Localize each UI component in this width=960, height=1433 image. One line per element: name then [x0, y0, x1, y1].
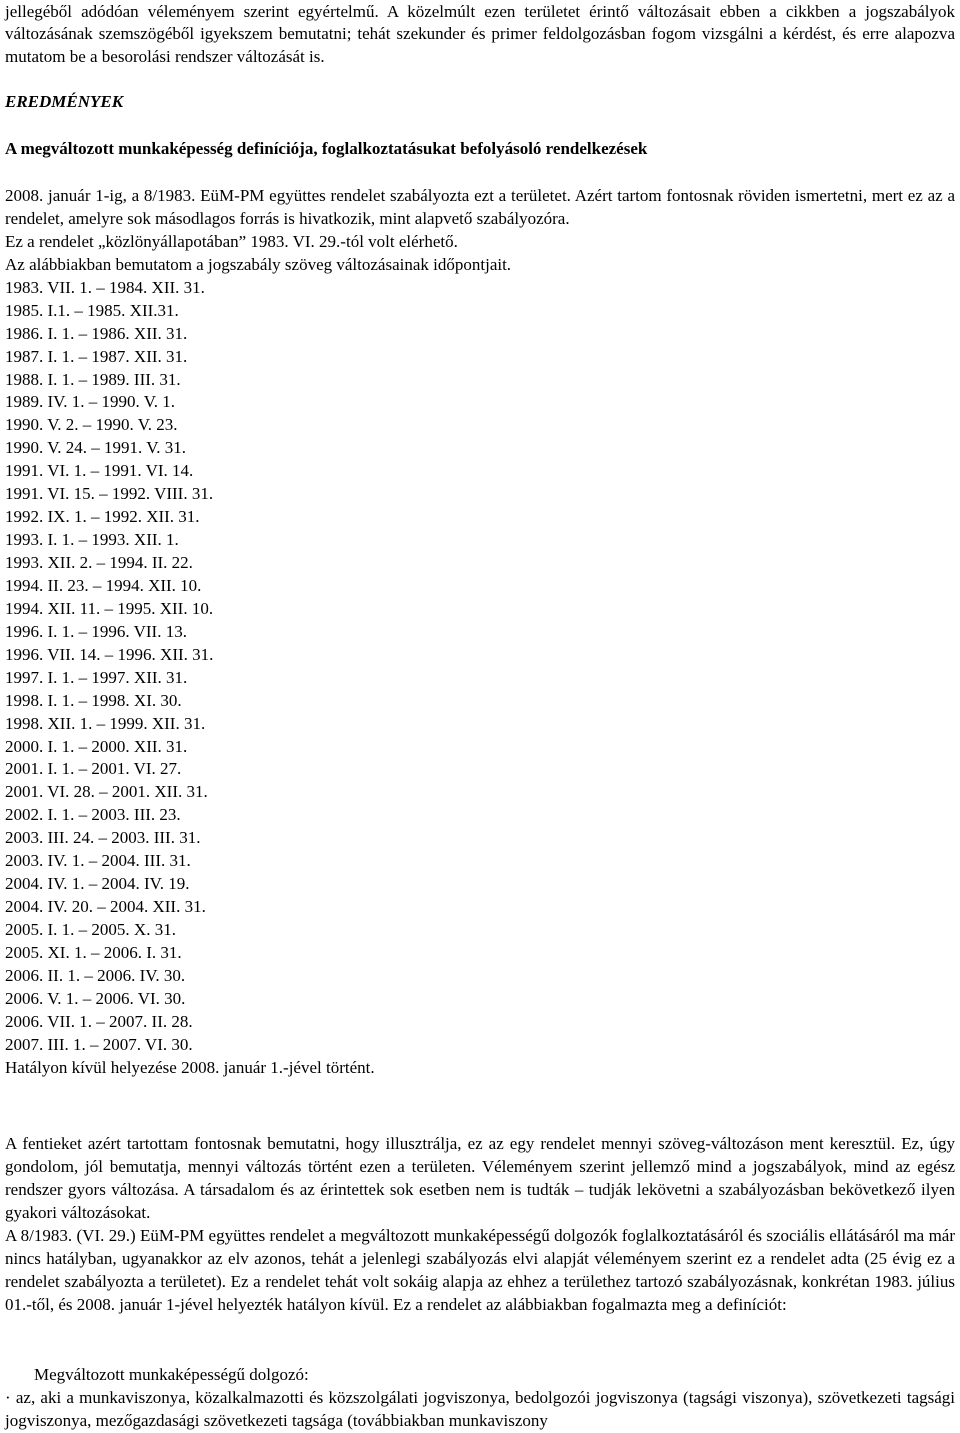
date-range-item: 1992. IX. 1. – 1992. XII. 31.: [5, 507, 200, 527]
date-range-item: 1986. I. 1. – 1986. XII. 31.: [5, 323, 188, 343]
gazette-line: Ez a rendelet „közlönyállapotában” 1983. VI. 29.-tól volt elérhető.: [5, 231, 458, 251]
section-paragraph: 2008. január 1-ig, a 8/1983. EüM-PM együttes rendelet szabályozta ezt a területet. Azért tartom fontosnak röviden ismertetni, mert ez az a rendelet, amelyre sok másodlagos forrás is hivatkozik, mint alapvető szabályozóra.: [5, 186, 955, 228]
closing-section: [5, 1133, 955, 1317]
date-range-item: 2006. II. 1. – 2006. IV. 30.: [5, 965, 186, 985]
closing-paragraph-2: A 8/1983. (VI. 29.) EüM-PM együttes rendelet a megváltozott munkaképességű dolgozók foglalkoztatásáról és szociális ellátásáról ma már nincs hatályban, ugyanakkor az elv azonos, tehát a jelenlegi szabályozás elvi alapját véleményem szerint ez a rendelet adta (25 évig ez a rendelet szabályozta a területet). Ez a rendelet tehát volt sokáig alapja az ehhez a területhez tartozó szabályozásnak, konkrétan 1983. július 01.-től, és 2008. január 1-jével helyezték hatályon kívül. Ez a rendelet az alábbiakban fogalmazta meg a definíciót:: [5, 1225, 955, 1314]
document-page: [5, 0, 955, 1430]
date-range-item: 1998. XII. 1. – 1999. XII. 31.: [5, 713, 206, 733]
date-range-item: 1988. I. 1. – 1989. III. 31.: [5, 369, 181, 389]
date-range-item: 1983. VII. 1. – 1984. XII. 31.: [5, 277, 205, 297]
date-range-item: 1990. V. 2. – 1990. V. 23.: [5, 415, 178, 435]
date-range-item: 1993. I. 1. – 1993. XII. 1.: [5, 530, 179, 550]
section-subheading: A megváltozott munkaképesség definíciója, foglalkoztatásukat befolyásoló rendelkezések: [5, 139, 648, 158]
date-range-item: 2004. IV. 20. – 2004. XII. 31.: [5, 897, 206, 917]
date-range-item: 1993. XII. 2. – 1994. II. 22.: [5, 553, 193, 573]
results-heading: EREDMÉNYEK: [5, 92, 124, 111]
date-range-item: 1994. XII. 11. – 1995. XII. 10.: [5, 598, 214, 618]
date-range-item: 2001. VI. 28. – 2001. XII. 31.: [5, 782, 208, 802]
date-range-item: 1997. I. 1. – 1997. XII. 31.: [5, 667, 188, 687]
date-range-item: 1996. VII. 14. – 1996. XII. 31.: [5, 644, 214, 664]
section-body: [5, 185, 955, 1080]
amendment-date-list: [5, 277, 955, 1057]
date-range-item: 2005. I. 1. – 2005. X. 31.: [5, 920, 176, 940]
date-range-item: 1987. I. 1. – 1987. XII. 31.: [5, 346, 188, 366]
date-range-item: 2001. I. 1. – 2001. VI. 27.: [5, 759, 182, 779]
date-range-item: 1990. V. 24. – 1991. V. 31.: [5, 438, 187, 458]
intro-paragraph: jellegéből adódóan véleményem szerint egyértelmű. A közelmúlt ezen területet érintő változásait ebben a cikkben a jogszabályok változásának szemszögéből igyekszem bemutatni; tehát szekunder és primer feldolgozásban fogom vizsgálni a kérdést, és erre alapozva mutatom be a besorolási rendszer változását is.: [5, 2, 955, 66]
date-range-item: 1985. I.1. – 1985. XII.31.: [5, 300, 179, 320]
date-range-item: 1994. II. 23. – 1994. XII. 10.: [5, 575, 202, 595]
date-range-item: 1991. VI. 1. – 1991. VI. 14.: [5, 461, 194, 481]
date-range-item: 2005. XI. 1. – 2006. I. 31.: [5, 942, 182, 962]
date-range-item: 2003. IV. 1. – 2004. III. 31.: [5, 851, 191, 871]
date-range-item: 1998. I. 1. – 1998. XI. 30.: [5, 690, 182, 710]
repeal-line: Hatályon kívül helyezése 2008. január 1.-jével történt.: [5, 1057, 375, 1077]
dates-intro-line: Az alábbiakban bemutatom a jogszabály szöveg változásainak időpontjait.: [5, 254, 512, 274]
date-range-item: 2006. VII. 1. – 2007. II. 28.: [5, 1011, 193, 1031]
definition-title: Megváltozott munkaképességű dolgozó:: [34, 1365, 309, 1384]
date-range-item: 1991. VI. 15. – 1992. VIII. 31.: [5, 484, 214, 504]
date-range-item: 2003. III. 24. – 2003. III. 31.: [5, 828, 201, 848]
closing-paragraph-1: A fentieket azért tartottam fontosnak bemutatni, hogy illusztrálja, ez az egy rendelet mennyi szöveg-változáson ment keresztül. Ez, úgy gondolom, jól bemutatja, mennyi változás történt ezen a területen. Véleményem szerint jellemző mind a jogszabályok, mind az egész rendszer gyors változása. A társadalom és az érintettek sok esetben nem is tudták – tudják lekövetni a szabályozásban bekövetkező ilyen gyakori változásokat.: [5, 1134, 955, 1222]
date-range-item: 2007. III. 1. – 2007. VI. 30.: [5, 1034, 193, 1054]
date-range-item: 1989. IV. 1. – 1990. V. 1.: [5, 392, 176, 412]
date-range-item: 2002. I. 1. – 2003. III. 23.: [5, 805, 181, 825]
definition-item: · az, aki a munkaviszonya, közalkalmazotti és közszolgálati jogviszonya, bedolgozói jogviszonya (tagsági viszonya), szövetkezeti tagsági jogviszonya, mezőgazdasági szövetkezeti tagsága (továbbiakban munkaviszony: [5, 1388, 955, 1430]
date-range-item: 2004. IV. 1. – 2004. IV. 19.: [5, 874, 190, 894]
date-range-item: 2006. V. 1. – 2006. VI. 30.: [5, 988, 186, 1008]
date-range-item: 2000. I. 1. – 2000. XII. 31.: [5, 736, 188, 756]
date-range-item: 1996. I. 1. – 1996. VII. 13.: [5, 621, 187, 641]
